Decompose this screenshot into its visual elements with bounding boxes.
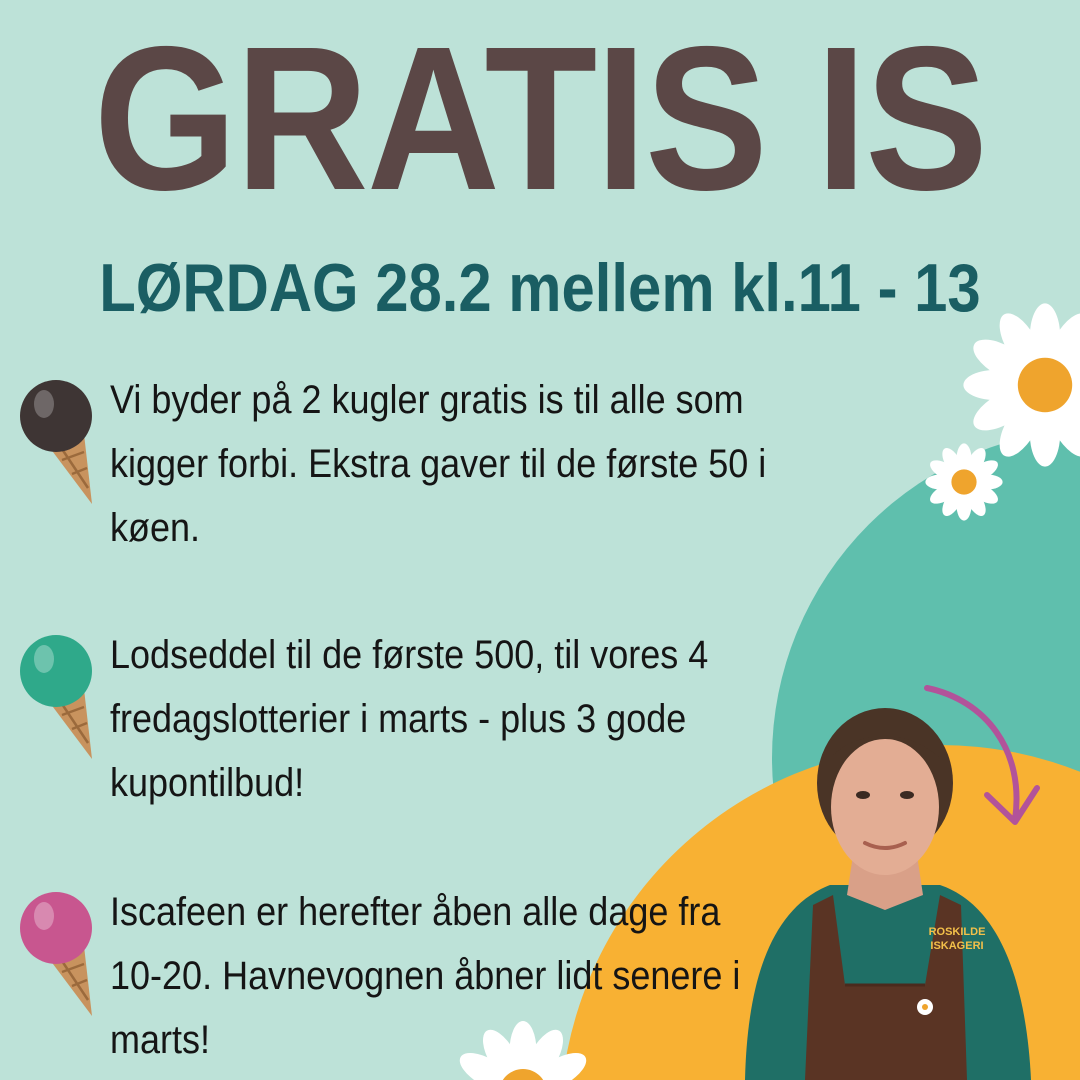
item-text: Lodseddel til de første 500, til vores 4 fredagslotterier i marts - plus 3 gode kupontilbud! (110, 633, 709, 805)
berry-ice-cream-cone-icon (18, 888, 100, 1016)
chocolate-ice-cream-cone-icon (18, 376, 100, 504)
event-date: LØRDAG 28.2 mellem kl.11 - 13 (99, 250, 981, 326)
headline: GRATIS IS (93, 4, 987, 233)
svg-text:ROSKILDE: ROSKILDE (928, 926, 986, 938)
svg-text:ISKAGERI: ISKAGERI (930, 940, 984, 952)
staff-photo (735, 695, 1035, 1080)
item-text: Vi byder på 2 kugler gratis is til alle som kigger forbi. Ekstra gaver til de første 50 i køen. (110, 378, 767, 550)
mint-ice-cream-cone-icon (18, 631, 100, 759)
item-text: Iscafeen er herefter åben alle dage fra 10-20. Havnevognen åbner lidt senere i marts! (110, 890, 741, 1062)
daisy-flower-icon (922, 440, 1006, 524)
